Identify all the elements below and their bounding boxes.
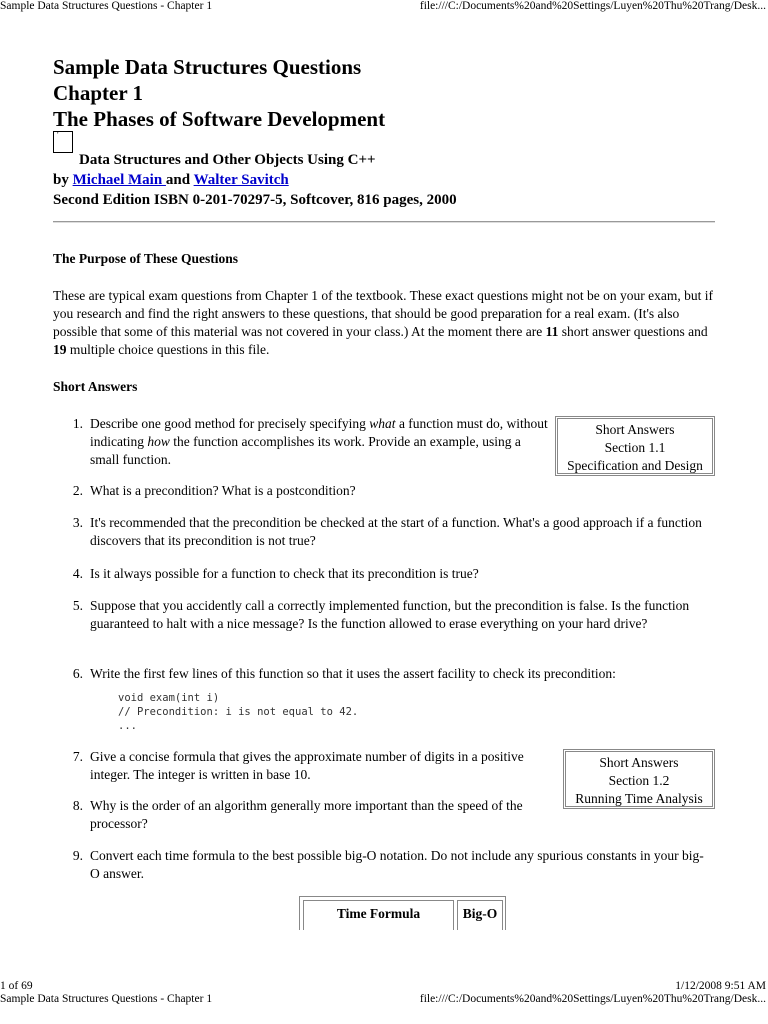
book-cover-image-placeholder (53, 131, 73, 153)
print-footer-page-count: 1 of 69 (0, 980, 33, 992)
question-7: Give a concise formula that gives the approximate number of digits in a positive integer. The integer is written in base 10. (90, 749, 524, 782)
question-4: Is it always possible for a function to check that its precondition is true? (90, 566, 479, 581)
chapter-subtitle: The Phases of Software Development (53, 107, 386, 131)
code-line: void exam(int i) (118, 692, 220, 704)
question-5: Suppose that you accidently call a correctly implemented function, but the precondition is false. Is the function guaranteed to halt with a nice message? Is the function allowed to erase everything on your hard drive? (90, 598, 690, 631)
purpose-paragraph: These are typical exam questions from Chapter 1 of the textbook. These exact questions might not be on your exam, but if you research and find the right answers to these questions, that should be good preparation for a real exam. (It's also possible that some of this material was not covered in your class.) At the moment there are 11 short answer questions and 19 multiple choice questions in this file. (53, 288, 713, 357)
question-number: 2. (72, 483, 83, 498)
short-answers-heading: Short Answers (53, 379, 138, 394)
edition-info: Second Edition ISBN 0-201-70297-5, Softcover, 816 pages, 2000 (53, 192, 457, 208)
author-link-michael-main[interactable]: Michael Main (72, 172, 166, 188)
question-number: 6. (72, 666, 83, 681)
page-title: Sample Data Structures Questions (53, 55, 362, 79)
print-footer-timestamp: 1/12/2008 9:51 AM (675, 980, 766, 992)
multiple-choice-count: 19 (53, 342, 67, 357)
print-header-title: Sample Data Structures Questions - Chapter 1 (0, 0, 213, 12)
question-8: Why is the order of an algorithm generally more important than the speed of the processor? (90, 798, 523, 831)
divider (53, 221, 715, 223)
code-line: ... (118, 720, 137, 732)
table-header-time-formula: Time Formula (303, 900, 454, 930)
author-link-walter-savitch[interactable]: Walter Savitch (193, 172, 289, 188)
broken-image-icon: ' (57, 130, 59, 140)
table-header-big-o: Big-O (457, 900, 503, 930)
question-2: What is a precondition? What is a postcondition? (90, 483, 356, 498)
question-6: Write the first few lines of this function so that it uses the assert facility to check its precondition: (90, 666, 616, 681)
question-number: 1. (72, 416, 83, 431)
purpose-heading: The Purpose of These Questions (53, 251, 239, 266)
by-label: by (53, 172, 73, 188)
question-1: Describe one good method for precisely specifying what a function must do, without indicating how the function accomplishes its work. Provide an example, using a small function. (90, 416, 548, 467)
question-3: It's recommended that the precondition be checked at the start of a function. What's a good approach if a function discovers that its precondition is not true? (90, 515, 702, 548)
question-number: 8. (72, 798, 83, 813)
authors-line (53, 171, 289, 190)
section-box-1-2: Short Answers Section 1.2 Running Time Analysis (563, 749, 715, 809)
question-number: 4. (72, 566, 83, 581)
question-number: 3. (72, 515, 83, 530)
short-answer-count: 11 (545, 324, 559, 339)
question-number: 9. (72, 848, 83, 863)
print-header-url: file:///C:/Documents%20and%20Settings/Luyen%20Thu%20Trang/Desk... (419, 0, 766, 12)
question-9: Convert each time formula to the best possible big-O notation. Do not include any spurious constants in your big-O answer. (90, 848, 704, 881)
print-footer-url: file:///C:/Documents%20and%20Settings/Luyen%20Thu%20Trang/Desk... (419, 993, 766, 1005)
book-title: Data Structures and Other Objects Using C++ (79, 152, 376, 168)
code-line: // Precondition: i is not equal to 42. (118, 706, 359, 718)
section-box-1-1: Short Answers Section 1.1 Specification and Design (555, 416, 715, 476)
chapter-title: Chapter 1 (53, 81, 144, 105)
and-label: and (165, 172, 194, 188)
question-number: 7. (72, 749, 83, 764)
print-footer-title: Sample Data Structures Questions - Chapter 1 (0, 993, 213, 1005)
big-o-table (299, 896, 506, 930)
question-number: 5. (72, 598, 83, 613)
